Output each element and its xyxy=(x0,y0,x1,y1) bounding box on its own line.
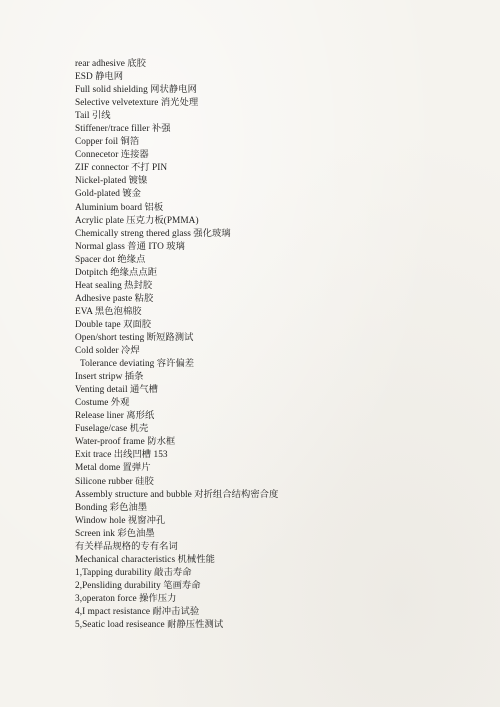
section-heading: 有关样品规格的专有名词 xyxy=(75,541,178,552)
glossary-list xyxy=(75,58,278,632)
glossary-line: Window hole 视窗冲孔 xyxy=(75,515,166,526)
glossary-line: Heat sealing 热封胶 xyxy=(75,280,153,291)
glossary-line: Full solid shielding 网状静电网 xyxy=(75,85,197,96)
glossary-line: Nickel-plated 镀镍 xyxy=(75,176,148,187)
glossary-line: rear adhesive 底胶 xyxy=(75,59,147,69)
glossary-line: Venting detail 通气槽 xyxy=(75,385,159,396)
glossary-line: Tail 引线 xyxy=(75,111,111,122)
glossary-line: Dotpitch 绝缘点点距 xyxy=(75,267,158,278)
glossary-line: Mechanical characteristics 机械性能 xyxy=(75,554,215,565)
glossary-line: Acrylic plate 压克力板(PMMA) xyxy=(75,215,199,226)
glossary-line: Double tape 双面胶 xyxy=(75,319,152,330)
glossary-line: Silicone rubber 硅胶 xyxy=(75,476,154,487)
glossary-line: Release liner 离形纸 xyxy=(75,411,155,422)
glossary-line: Metal dome 置弹片 xyxy=(75,463,151,474)
glossary-line: Exit trace 出线凹槽 153 xyxy=(75,450,168,461)
glossary-line: 1,Tapping durability 敲击寿命 xyxy=(75,567,192,578)
glossary-line: Normal glass 普通 ITO 玻璃 xyxy=(75,241,185,252)
glossary-line: EVA 黑色泡棉胶 xyxy=(75,306,142,317)
glossary-line: Assembly structure and bubble 对折组合结构密合度 xyxy=(75,489,279,500)
glossary-line: Aluminium board 铝板 xyxy=(75,202,164,213)
glossary-line: 5,Seatic load resiseance 耐静压性测试 xyxy=(75,620,224,631)
glossary-line: Water-proof frame 防水框 xyxy=(75,437,176,448)
glossary-line: Adhesive paste 粘胶 xyxy=(75,293,154,304)
glossary-line: Stiffener/trace filler 补强 xyxy=(75,124,171,135)
glossary-line: Gold-plated 镀金 xyxy=(75,189,142,200)
glossary-line: Selective velvetexture 消光处理 xyxy=(75,98,199,109)
glossary-line: Cold solder 冷焊 xyxy=(75,346,140,357)
glossary-line: Connecetor 连接器 xyxy=(75,150,149,161)
glossary-line: 3,operaton force 操作压力 xyxy=(75,593,177,604)
glossary-line: Tolerance deviating 容许偏差 xyxy=(80,359,195,370)
glossary-line: Fuselage/case 机壳 xyxy=(75,424,149,435)
glossary-line: Chemically streng thered glass 强化玻璃 xyxy=(75,228,231,239)
glossary-line: Costume 外观 xyxy=(75,398,130,409)
glossary-line: Bonding 彩色油墨 xyxy=(75,502,148,513)
glossary-line: ESD 静电网 xyxy=(75,72,124,83)
glossary-line: 2,Pensliding durability 笔画寿命 xyxy=(75,580,201,591)
glossary-line: 4,I mpact resistance 耐冲击试验 xyxy=(75,606,200,617)
glossary-line: Open/short testing 断短路测试 xyxy=(75,332,194,343)
glossary-line: Spacer dot 绝缘点 xyxy=(75,254,146,265)
glossary-line: Screen ink 彩色油墨 xyxy=(75,528,155,539)
glossary-line: ZIF connector 不打 PIN xyxy=(75,163,168,174)
glossary-line: Copper foil 铜箔 xyxy=(75,137,140,148)
glossary-line: Insert stripw 插条 xyxy=(75,372,144,383)
